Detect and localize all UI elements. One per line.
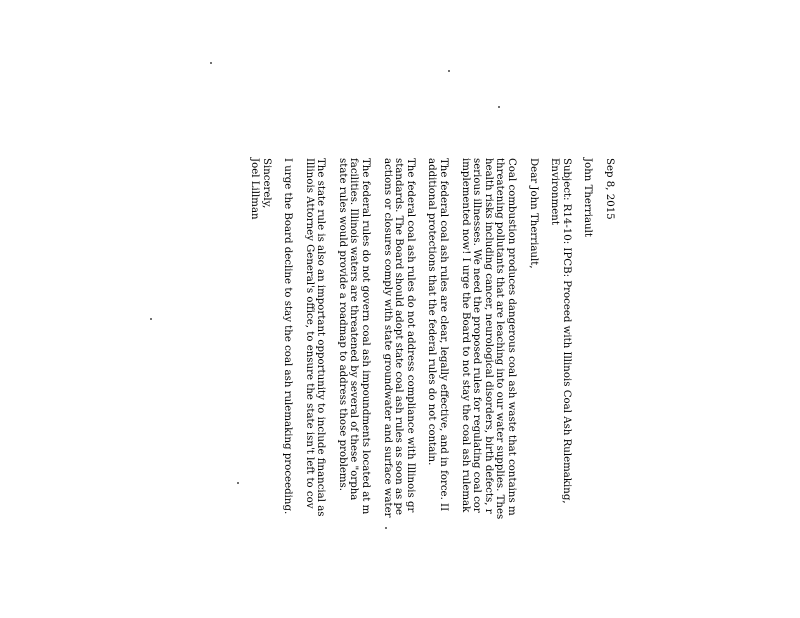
letter-recipient: John Therriault [582,158,594,237]
scan-speck [448,70,450,72]
paragraph-1-line-4: serious illnesses. We need the proposed rules for regulating coal cor [471,158,483,513]
paragraph-4-line-2: facilities. Illinois waters are threatened by several of these "orpha [348,158,360,501]
scan-speck [498,106,500,108]
paragraph-1-line-3: health risks including cancer, neurological disorders, birth defects, r [482,158,494,514]
scan-speck [210,62,212,64]
paragraph-1-line-5: implemented now! I urge the Board to not stay the coal ash rulemak [459,158,471,513]
paragraph-1-line-1: Coal combustion produces dangerous coal ash waste that contains m [506,158,518,516]
paragraph-3-line-2: standards. The Board should adopt state coal ash rules as soon as pe [393,158,405,516]
paragraph-4-line-3: state rules would provide a roadmap to address those problems. [336,158,348,492]
letter-signature: Joel Lillman [248,158,260,220]
scan-speck [385,527,387,529]
letter-date: Sep 8, 2015 [604,158,615,220]
paragraph-3-line-1: The federal coal ash rules do not address compliance with Illinois gr [404,158,416,513]
rotated-letter-body [248,158,615,618]
paragraph-2-line-1: The federal coal ash rules are clear, legally effective, and in force. II [438,158,450,512]
paragraph-5-line-2: Illinois Attorney General's office, to ensure the state isn't left to cov [303,158,315,509]
letter-salutation: Dear John Therriault, [527,158,539,269]
paragraph-5-line-1: The state rule is also an important opportunity to include financial as [315,158,327,517]
letter-subject-line-2: Environment [549,158,561,225]
letter-closing: Sincerely, [260,158,272,209]
paragraph-4-line-1: The federal rules do not govern coal ash impoundments located at m [360,158,372,515]
letter-subject-line-1: Subject: R14-10: IPCB: Proceed with Illinois Coal Ash Rulemaking, [560,158,572,504]
scan-speck [150,318,152,320]
paragraph-3-line-3: actions or closures comply with state groundwater and surface water [381,158,393,518]
scan-speck [237,482,239,484]
paragraph-1-line-2: threatening pollutants that are leaching into our water supplies. Thes [494,158,506,520]
paragraph-6-line-1: I urge the Board decline to stay the coal ash rulemaking proceeding. [282,158,294,515]
paragraph-2-line-2: additional protections that the federal rules do not contain. [426,158,438,466]
